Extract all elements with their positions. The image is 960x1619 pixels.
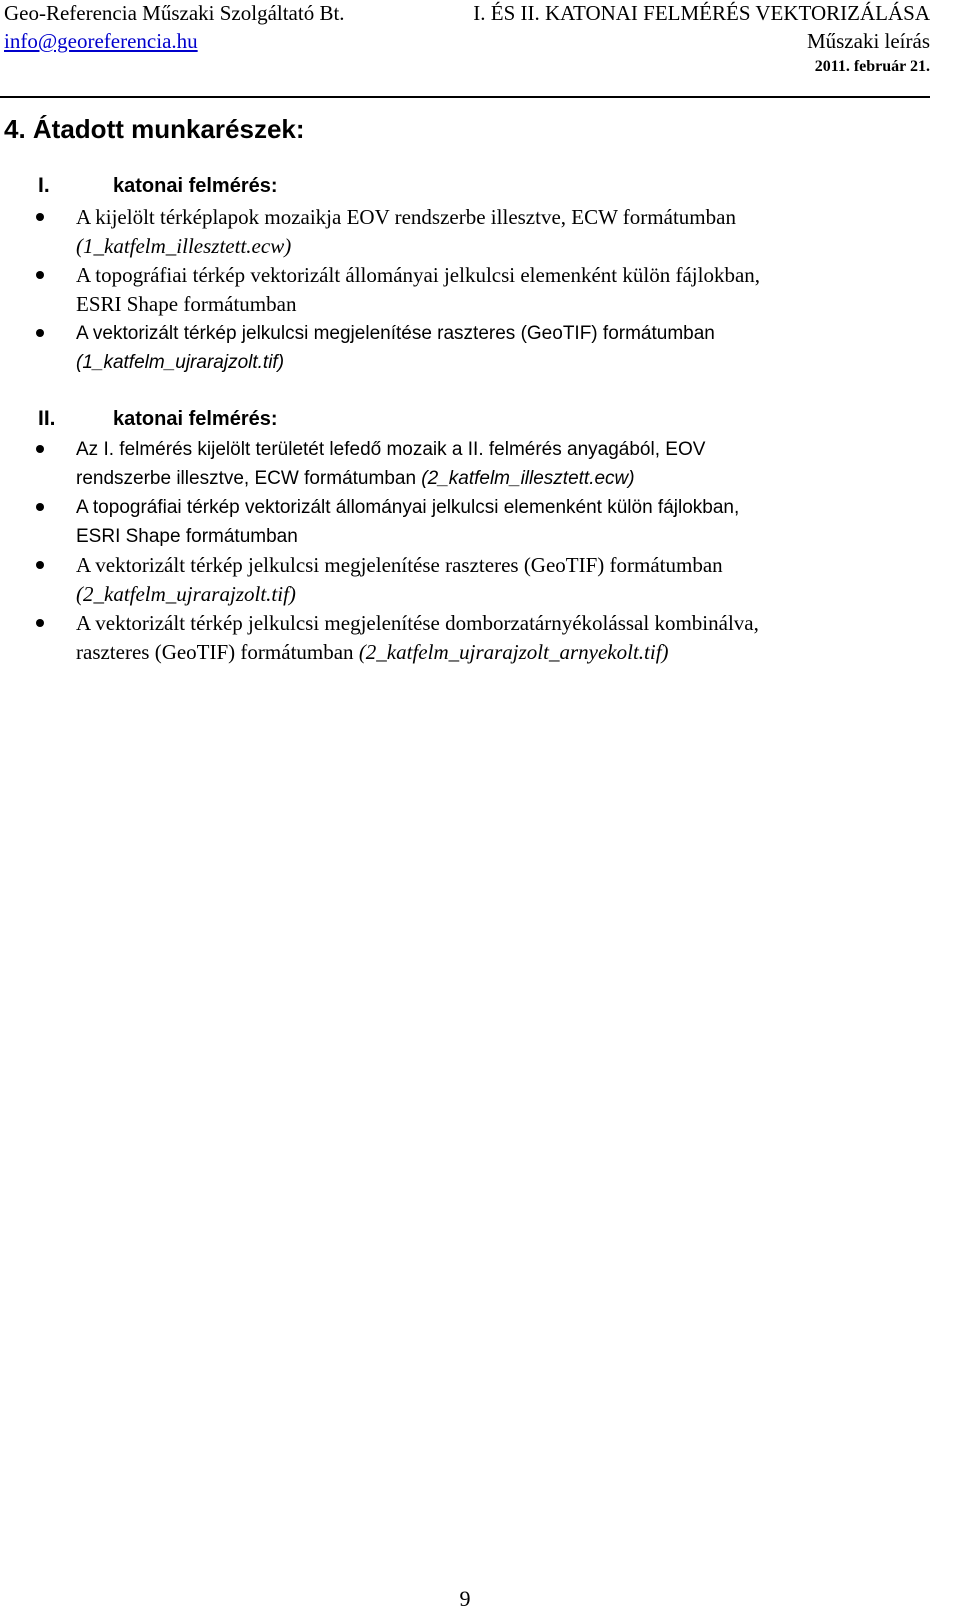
list-item: A vektorizált térkép jelkulcsi megjelenítése domborzatárnyékolással kombinálva, raszteres (GeoTIF) formátumban (2_katfelm_ujrarajzolt_arnyekolt.tif) — [76, 611, 759, 664]
page-header — [0, 0, 960, 98]
list-item: A kijelölt térképlapok mozaikja EOV rendszerbe illesztve, ECW formátumban (1_katfelm_illesztett.ecw) — [76, 205, 736, 258]
survey2-number: II. — [38, 407, 56, 430]
document-date: 2011. február 21. — [814, 58, 930, 75]
survey1-number: I. — [38, 174, 50, 197]
bullet-icon — [36, 619, 44, 627]
survey1-title: katonai felmérés: — [113, 175, 278, 197]
list-item: A vektorizált térkép jelkulcsi megjelenítése raszteres (GeoTIF) formátumban (1_katfelm_ujrarajzolt.tif) — [76, 323, 715, 373]
bullet-icon — [36, 445, 44, 453]
header-divider — [0, 96, 930, 98]
list-item: A vektorizált térkép jelkulcsi megjelenítése raszteres (GeoTIF) formátumban (2_katfelm_ujrarajzolt.tif) — [76, 553, 723, 606]
list-item: A topográfiai térkép vektorizált állományai jelkulcsi elemenként külön fájlokban, ESRI Shape formátumban — [76, 263, 761, 316]
bullet-icon — [36, 503, 44, 511]
survey2-title: katonai felmérés: — [113, 408, 278, 430]
email-link[interactable]: info@georeferencia.hu — [4, 29, 198, 53]
list-item: Az I. felmérés kijelölt területét lefedő mozaik a II. felmérés anyagából, EOV rendszerbe illesztve, ECW formátumban (2_katfelm_illesztett.ecw) — [76, 439, 706, 489]
page-number: 9 — [459, 1586, 471, 1611]
bullet-icon — [36, 329, 44, 337]
project-title: I. ÉS II. KATONAI FELMÉRÉS VEKTORIZÁLÁSA — [473, 1, 930, 25]
company-name: Geo-Referencia Műszaki Szolgáltató Bt. — [4, 1, 345, 25]
bullet-icon — [36, 271, 44, 279]
document-type: Műszaki leírás — [806, 29, 930, 53]
list-item: A topográfiai térkép vektorizált állományai jelkulcsi elemenként külön fájlokban, ESRI Shape formátumban — [76, 497, 740, 547]
bullet-icon — [36, 561, 44, 569]
section-title: 4. Átadott munkarészek: — [4, 114, 305, 144]
bullet-icon — [36, 213, 44, 221]
